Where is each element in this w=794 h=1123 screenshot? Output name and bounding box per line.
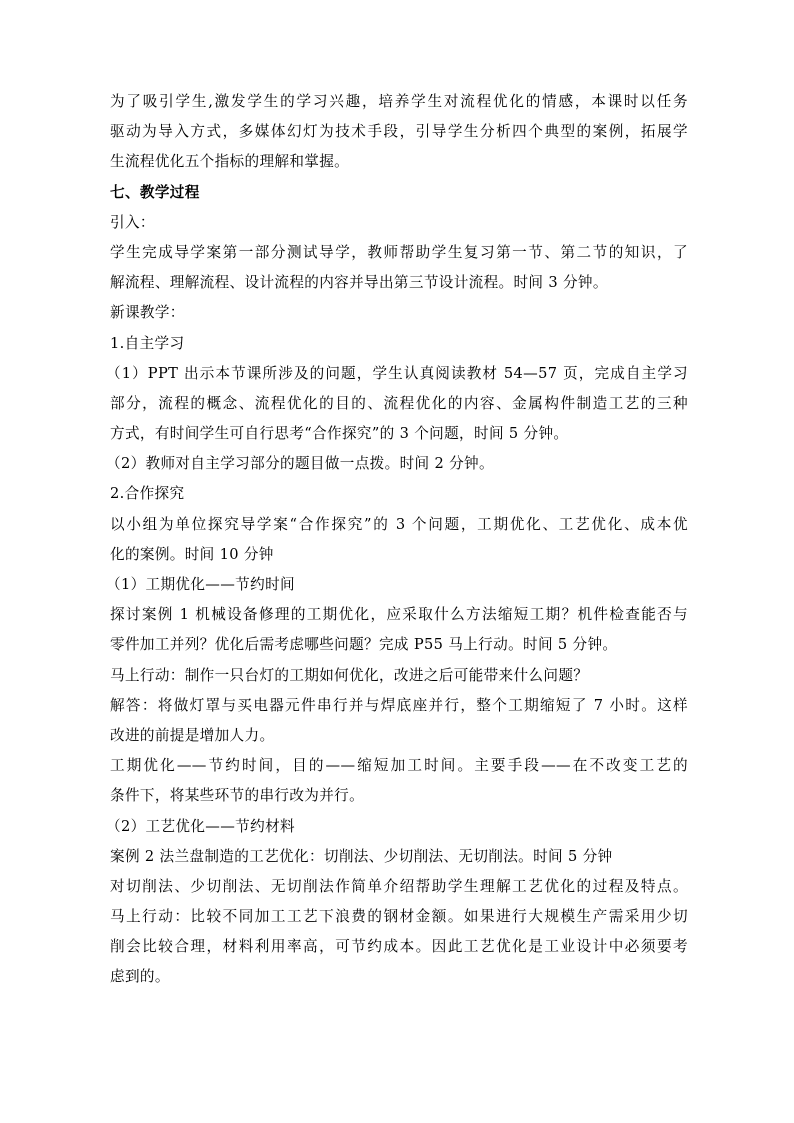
self-study-item-2: （2）教师对自主学习部分的题目做一点拨。时间 2 分钟。 [106, 455, 494, 473]
case-1-line-1: 探讨案例 1 机械设备修理的工期优化，应采取什么方法缩短工期？机件检查能否与 [110, 606, 688, 624]
schedule-optimization-heading: （1）工期优化——节约时间 [106, 576, 295, 593]
schedule-summary-line-2: 条件下，将某些环节的串行改为并行。 [110, 787, 365, 805]
answer-line-1: 解答：将做灯罩与买电器元件串行并与焊底座并行，整个工期缩短了 7 小时。这样 [110, 696, 688, 714]
new-lesson-label: 新课教学： [110, 304, 185, 322]
intro-paragraph-line-3: 生流程优化五个指标的理解和掌握。 [110, 153, 350, 171]
intro-label: 引入： [110, 213, 155, 231]
subsection-self-study: 1.自主学习 [110, 334, 185, 352]
self-study-item-1-line-3: 方式，有时间学生可自行思考“合作探究”的 3 个问题，时间 5 分钟。 [110, 425, 569, 443]
cooperative-inquiry-line-2: 化的案例。时间 10 分钟 [110, 545, 274, 563]
intro-paragraph-line-2: 驱动为导入方式，多媒体幻灯为技术手段，引导学生分析四个典型的案例，拓展学 [110, 123, 688, 141]
answer-line-2: 改进的前提是增加人力。 [110, 726, 275, 744]
cutting-methods-intro: 对切削法、少切削法、无切削法作简单介绍帮助学生理解工艺优化的过程及特点。 [110, 877, 688, 895]
document-page [106, 87, 688, 993]
intro-text-line-1: 学生完成导学案第一部分测试导学，教师帮助学生复习第一节、第二节的知识，了 [110, 243, 688, 261]
self-study-item-1-line-2: 部分，流程的概念、流程优化的目的、流程优化的内容、金属构件制造工艺的三种 [110, 394, 688, 412]
act-now-lamp: 马上行动：制作一只台灯的工期如何优化，改进之后可能带来什么问题？ [110, 666, 589, 684]
case-1-line-2: 零件加工并列？优化后需考虑哪些问题？完成 P55 马上行动。时间 5 分钟。 [110, 636, 618, 654]
act-now-steel-line-1: 马上行动：比较不同加工工艺下浪费的钢材金额。如果进行大规模生产需采用少切 [110, 908, 688, 926]
intro-text-line-2: 解流程、理解流程、设计流程的内容并导出第三节设计流程。时间 3 分钟。 [110, 274, 608, 292]
intro-paragraph-line-1: 为了吸引学生,激发学生的学习兴趣，培养学生对流程优化的情感，本课时以任务 [110, 93, 688, 110]
act-now-steel-line-3: 虑到的。 [110, 968, 170, 986]
cooperative-inquiry-line-1: 以小组为单位探究导学案“合作探究”的 3 个问题，工期优化、工艺优化、成本优 [110, 515, 688, 533]
self-study-item-1-line-1: （1）PPT 出示本节课所涉及的问题，学生认真阅读教材 54—57 页，完成自主学习 [106, 364, 688, 382]
case-2-line: 案例 2 法兰盘制造的工艺优化：切削法、少切削法、无切削法。时间 5 分钟 [110, 847, 613, 865]
section-heading-teaching-process: 七、教学过程 [110, 183, 200, 201]
process-optimization-heading: （2）工艺优化——节约材料 [106, 817, 295, 835]
schedule-summary-line-1: 工期优化——节约时间，目的——缩短加工时间。主要手段——在不改变工艺的 [110, 757, 688, 775]
subsection-cooperative-inquiry: 2.合作探究 [110, 485, 185, 503]
act-now-steel-line-2: 削会比较合理，材料利用率高，可节约成本。因此工艺优化是工业设计中必须要考 [110, 938, 688, 956]
